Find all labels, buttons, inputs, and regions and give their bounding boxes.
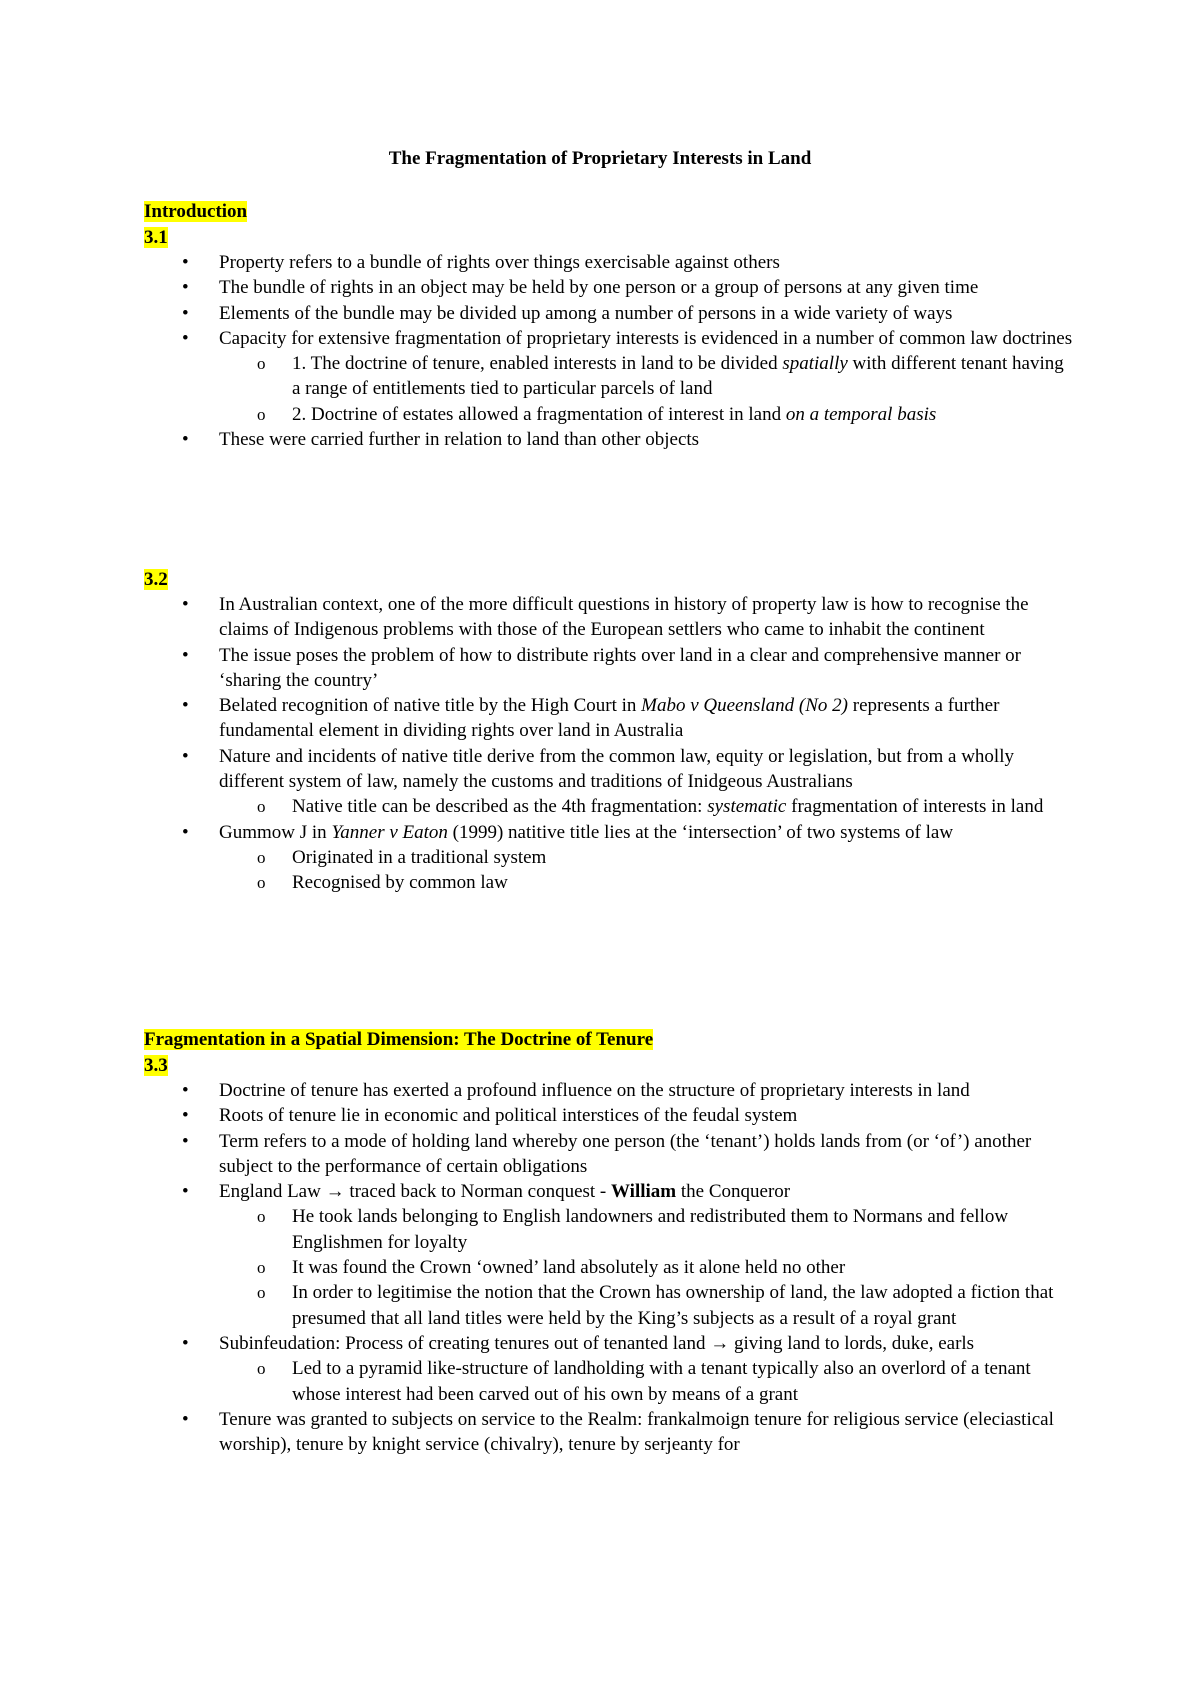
list-item: • England Law → traced back to Norman conquest - William the Conqueror o He took lands belonging to English landowners and redistributed them to Normans and fellow Englishmen for loyalty o It was found the Crown ‘owned’ land absolutely as it alone held no other o In order to legitimise the notion that the Crown has ownership of land, the law adopted a fiction that presumed that all land titles were held by the King’s subjects as a result of a royal grant: [144, 1179, 1074, 1331]
list-item: • Capacity for extensive fragmentation of proprietary interests is evidenced in a number of common law doctrines o 1. The doctrine of tenure, enabled interests in land to be divided spatially with different tenant having a range of entitlements tied to particular parcels of land o 2. Doctrine of estates allowed a fragmentation of interest in land on a temporal basis: [144, 326, 1074, 427]
list-item: • Roots of tenure lie in economic and political interstices of the feudal system: [144, 1103, 1074, 1128]
heading-text: Fragmentation in a Spatial Dimension: The Doctrine of Tenure: [144, 1029, 654, 1050]
section-3-3-list: [144, 1078, 1074, 1457]
sub-list: [219, 1204, 1074, 1330]
section-3-2-list: [144, 592, 1074, 896]
sub-list: [219, 794, 1074, 819]
sub-list-item: o 2. Doctrine of estates allowed a fragmentation of interest in land on a temporal basis: [219, 402, 1074, 427]
sub-list-item: o Led to a pyramid like-structure of landholding with a tenant typically also an overlord of a tenant whose interest had been carved out of his own by means of a grant: [219, 1356, 1074, 1407]
list-item: • Elements of the bundle may be divided up among a number of persons in a wide variety of ways: [144, 301, 1074, 326]
sub-list-item: o 1. The doctrine of tenure, enabled interests in land to be divided spatially with different tenant having a range of entitlements tied to particular parcels of land: [219, 351, 1074, 402]
section-heading-doctrine-of-tenure: [144, 1027, 653, 1052]
list-item: • Term refers to a mode of holding land whereby one person (the ‘tenant’) holds lands from (or ‘of’) another subject to the performance of certain obligations: [144, 1129, 1074, 1180]
list-item: • The issue poses the problem of how to distribute rights over land in a clear and comprehensive manner or ‘sharing the country’: [144, 643, 1074, 694]
sub-list: [219, 1356, 1074, 1407]
section-number: 3.1: [144, 227, 168, 248]
section-heading-introduction: [144, 199, 247, 224]
sub-list-item: o Native title can be described as the 4th fragmentation: systematic fragmentation of interests in land: [219, 794, 1074, 819]
sub-list-item: o In order to legitimise the notion that the Crown has ownership of land, the law adopted a fiction that presumed that all land titles were held by the King’s subjects as a result of a royal grant: [219, 1280, 1074, 1331]
section-number-3-3: [144, 1053, 168, 1078]
sub-list-item: o It was found the Crown ‘owned’ land absolutely as it alone held no other: [219, 1255, 1074, 1280]
section-3-1-list: [144, 250, 1074, 452]
list-item: • In Australian context, one of the more difficult questions in history of property law is how to recognise the claims of Indigenous problems with those of the European settlers who came to inhabit the continent: [144, 592, 1074, 643]
list-item: • Property refers to a bundle of rights over things exercisable against others: [144, 250, 1074, 275]
heading-text: Introduction: [144, 201, 248, 222]
document-title: The Fragmentation of Proprietary Interests in Land: [388, 148, 812, 169]
sub-list: [219, 845, 1074, 896]
list-item: • Subinfeudation: Process of creating tenures out of tenanted land → giving land to lords, duke, earls o Led to a pyramid like-structure of landholding with a tenant typically also an overlord of a tenant whose interest had been carved out of his own by means of a grant: [144, 1331, 1074, 1407]
section-number-3-2: [144, 567, 168, 592]
sub-list-item: o Recognised by common law: [219, 870, 1074, 895]
list-item: • Doctrine of tenure has exerted a profound influence on the structure of proprietary interests in land: [144, 1078, 1074, 1103]
sub-list-item: o He took lands belonging to English landowners and redistributed them to Normans and fellow Englishmen for loyalty: [219, 1204, 1074, 1255]
list-item: • The bundle of rights in an object may be held by one person or a group of persons at any given time: [144, 275, 1074, 300]
sub-list-item: o Originated in a traditional system: [219, 845, 1074, 870]
section-number: 3.3: [144, 1055, 168, 1076]
list-item: • These were carried further in relation to land than other objects: [144, 427, 1074, 452]
list-item: • Gummow J in Yanner v Eaton (1999) natitive title lies at the ‘intersection’ of two systems of law o Originated in a traditional system o Recognised by common law: [144, 820, 1074, 896]
list-item: • Tenure was granted to subjects on service to the Realm: frankalmoign tenure for religious service (eleciastical worship), tenure by knight service (chivalry), tenure by serjeanty for: [144, 1407, 1074, 1458]
section-number: 3.2: [144, 569, 168, 590]
list-item: • Nature and incidents of native title derive from the common law, equity or legislation, but from a wholly different system of law, namely the customs and traditions of Inidgeous Australians o Native title can be described as the 4th fragmentation: systematic fragmentation of interests in land: [144, 744, 1074, 820]
list-item: • Belated recognition of native title by the High Court in Mabo v Queensland (No 2) represents a further fundamental element in dividing rights over land in Australia: [144, 693, 1074, 744]
section-number-3-1: [144, 225, 168, 250]
sub-list: [219, 351, 1074, 427]
